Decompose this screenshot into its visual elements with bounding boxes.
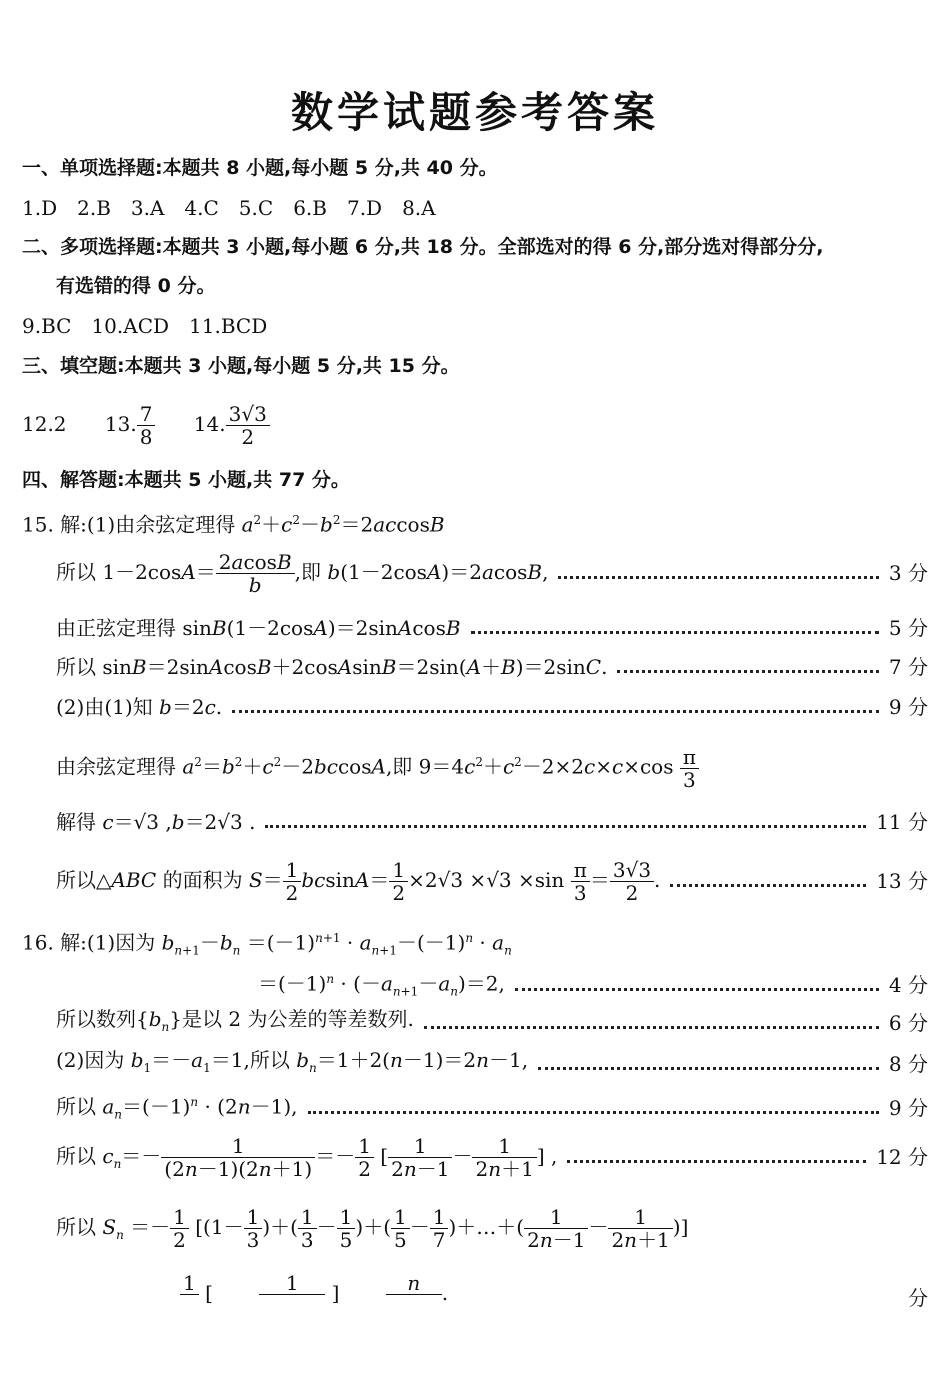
q16-line-5: 所以 $c_n=-$ $\frac{1}{(2n-1)(2n+1)}$ ＝－ $\frac{1}{2}$ [ $\frac{1}{2n-1}$ － $\frac{1}{2n+1}$ ] , 12 分 [56, 1133, 928, 1181]
answer-14-label: 14. [193, 412, 226, 436]
answer-14-fraction: $\frac{3√3}{2}$ [226, 403, 270, 448]
q16-line-4: 所以 $a_n=(-1)^n \cdot (2n-1)$, 9 分 [56, 1094, 928, 1122]
section-heading-1: 一、单项选择题:本题共 8 小题,每小题 5 分,共 40 分。 [22, 157, 498, 179]
q16-line-3: (2)因为 $b_1=-a_1=1$,所以 $b_n=1+2(n-1)=2n-1$, 8 分 [56, 1048, 928, 1076]
points-label: 11 分 [876, 810, 928, 834]
answer-12: 12.2 [22, 412, 67, 436]
points-label: 13 分 [876, 869, 928, 893]
q15-line-3: 所以 sinB＝2sinAcosB＋2cosAsinB＝2sin(A＋B)＝2sinC. 7 分 [56, 655, 928, 679]
points-label: 分 [908, 1286, 928, 1310]
answers-multiple-choice: 1.D 2.B 3.A 4.C 5.C 6.B 7.D 8.A [22, 196, 436, 220]
answers-multi-select: 9.BC 10.ACD 11.BCD [22, 314, 268, 338]
points-label: 7 分 [888, 655, 928, 679]
points-label: 9 分 [888, 1096, 928, 1121]
q16-line-2: 所以数列$\{b_n\}$是以 2 为公差的等差数列. 6 分 [56, 1007, 928, 1035]
section-heading-3: 三、填空题:本题共 3 小题,每小题 5 分,共 15 分。 [22, 355, 460, 377]
q15-line-1: 所以 1－2cosA＝ $\frac{2acosB}{b}$ ,即 b(1－2cosA)＝2acosB, 3 分 [56, 549, 928, 597]
q15-line-6: 解得 c＝√3 ,b＝2√3 . 11 分 [56, 810, 928, 834]
q16-head: 16. 解:(1)因为 $b_{n+1}-b_n =(-1)^{n+1} \cdot a_{n+1}-(-1)^n \cdot a_n$ [22, 930, 512, 958]
points-label: 12 分 [876, 1145, 928, 1169]
q16-line-1: $=(-1)^n \cdot (-a_{n+1}-a_n)=2$, 4 分 [258, 971, 928, 999]
q16-line-7-cut: 1 [ 1 ] n . [180, 1272, 440, 1312]
points-label: 8 分 [888, 1052, 928, 1076]
points-label: 5 分 [888, 616, 928, 640]
q15-line-4: (2)由(1)知 b＝2c. 9 分 [56, 695, 928, 719]
q15-line-2: 由正弦定理得 sinB(1－2cosA)＝2sinAcosB 5 分 [56, 616, 928, 640]
section-heading-2-cont: 有选错的得 0 分。 [56, 275, 216, 297]
points-label: 6 分 [888, 1011, 928, 1035]
section-heading-4: 四、解答题:本题共 5 小题,共 77 分。 [22, 469, 350, 491]
points-label: 9 分 [888, 695, 928, 719]
points-label: 3 分 [888, 561, 928, 585]
answer-13-fraction: $\frac{7}{8}$ [137, 403, 156, 448]
q16-line-6: 所以 $S_n$ ＝－ $\frac{1}{2}$ [(1－ $\frac{1}{3}$ )＋( $\frac{1}{3}$ － $\frac{1}{5}$ )＋( $\frac{1}{5}$ － $\frac{1}{7}$ )＋…＋( $\frac{1}{2n-1}$ － $\frac{1}{2n+1}$ )] [56, 1205, 689, 1252]
q15-line-7: 所以△ABC 的面积为 S＝ $\frac{1}{2}$ bcsinA＝ $\frac{1}{2}$ ×2√3 ×√3 ×sin $\frac{\pi}{3}$ ＝ $\frac{3√3}{2}$ . 13 分 [56, 857, 928, 905]
answer-13-label: 13. [104, 412, 137, 436]
page-title: 数学试题参考答案 [290, 88, 659, 137]
section-heading-2: 二、多项选择题:本题共 3 小题,每小题 6 分,共 18 分。全部选对的得 6 分,部分选对得部分分, [22, 236, 824, 258]
q15-line-5: 由余弦定理得 $a^2=b^2+c^2-2bccosA$,即 $9=4c^2+c^2-2\times 2c\times c\times\cos$ $\frac{\pi}{3}$ [56, 738, 928, 791]
points-label: 4 分 [888, 973, 928, 998]
q15-head: 15. 解:(1)由余弦定理得 $a^2+c^2-b^2=2accosB$ [22, 512, 445, 537]
answers-fill-blank [22, 400, 932, 448]
